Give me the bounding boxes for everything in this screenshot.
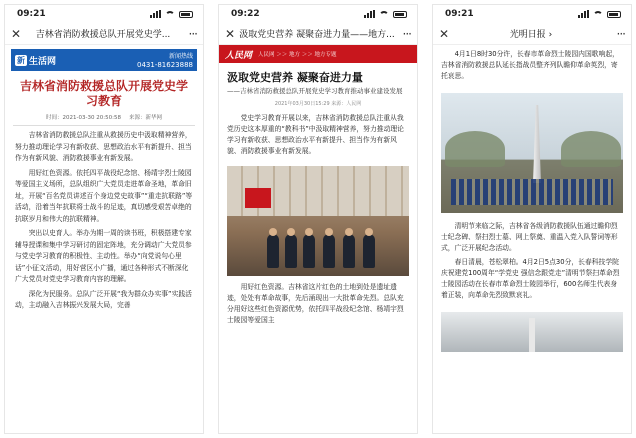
- article-title: 吉林省消防救援总队开展党史学习教育: [19, 79, 188, 108]
- battery-icon: [393, 11, 407, 18]
- close-icon[interactable]: ✕: [11, 26, 22, 41]
- article-meta: 时间：2021-03-30 20:50:58 来源：新华网: [13, 111, 195, 126]
- article-body: [433, 45, 631, 89]
- nav-bar: [219, 23, 417, 45]
- paragraph: 春日清晨，苍松翠柏。4月2日5点30分，长春科技学院庆祝建党100周年“学党史 强信念跟党走”清明节祭扫革命烈士陵园活动在长春市革命烈士陵园举行，600名师生代表身着正装，向革命先烈致默哀礼。: [441, 258, 620, 299]
- more-icon[interactable]: ···: [402, 26, 411, 41]
- status-bar: [219, 5, 417, 23]
- monument: [533, 105, 541, 183]
- close-icon[interactable]: ✕: [439, 26, 450, 41]
- wifi-icon: [165, 11, 175, 18]
- article-photo: [227, 166, 409, 276]
- paragraph: 清明节来临之际，吉林省各级消防救援队伍通过瞻仰烈士纪念碑、祭扫烈士墓、网上祭奠、重温入党入队誓词等形式，广泛开展纪念活动。: [441, 222, 618, 252]
- article-subtitle: ——吉林省消防救援总队开展党史学习教育推动事业建设发展: [227, 87, 403, 95]
- site-banner: [219, 45, 417, 63]
- more-icon[interactable]: ···: [616, 26, 625, 41]
- nav-title: 光明日报 ›: [509, 30, 553, 40]
- paragraph: 用好红色资源。吉林省这片红色的土地到处是遗址遗迹，处处有革命故事，先后涌现出一大批革命先烈。总队充分用好这些红色资源优势，依托四平战役纪念馆、杨靖宇烈士陵园等爱国主: [227, 283, 404, 324]
- article-title: 汲取党史营养 凝聚奋进力量: [227, 71, 363, 84]
- phone-screen-3: [432, 4, 632, 434]
- article-body: [5, 126, 203, 319]
- more-icon[interactable]: ···: [188, 26, 197, 41]
- paragraph: 党史学习教育开展以来，吉林省消防救援总队注重从我党历史这本厚重的“教科书”中汲取精神营养，努力推动理论学习有新收获、思想政治水平有新提升、担当作为有新风貌、消防救援事业有新发展。: [227, 114, 404, 155]
- party-flag: [245, 188, 271, 208]
- nav-title: 吉林省消防救援总队开展党史学...: [35, 30, 171, 40]
- status-time: 09:21: [17, 9, 46, 19]
- phone-screen-1: [4, 4, 204, 434]
- battery-icon: [179, 11, 193, 18]
- nav-title: 汲取党史营养 凝聚奋进力量——地方...: [239, 30, 395, 40]
- battery-icon: [607, 11, 621, 18]
- signal-icon: [578, 10, 589, 18]
- chevron-right-icon: ›: [548, 30, 553, 40]
- signal-icon: [150, 10, 161, 18]
- nav-bar: [5, 23, 203, 45]
- article-body-continued: [433, 217, 631, 308]
- paragraph: 突出以史育人。举办为期一周的读书班，积极搭建专家辅导授课和集中学习研讨的固定阵地，充分调动广大党员参与党史学习教育的积极性、主动性。举办“向党说句心里话”小征文活动，用好营区小广播，通过各种形式不断深化广大党员对党史学习教育内容的理解。: [15, 229, 192, 283]
- paragraph: 4月1日8时30分许，长春市革命烈士陵园内国歌响起，吉林省消防救援总队延长指战员整齐列队瞻仰革命英烈，寄托哀思。: [441, 50, 619, 80]
- paragraph: 深化为民服务。总队广泛开展“我为群众办实事”实践活动，主动融入吉林振兴发展大局，完善: [15, 289, 192, 309]
- wifi-icon: [593, 11, 603, 18]
- signal-icon: [364, 10, 375, 18]
- nav-bar: [433, 23, 631, 45]
- site-logo[interactable]: 人民网: [225, 50, 253, 61]
- article-body-continued: [219, 280, 417, 331]
- breadcrumb[interactable]: 人民网 ＞＞ 地方 ＞＞ 地方专题: [258, 52, 337, 58]
- status-bar: [5, 5, 203, 23]
- status-bar: [433, 5, 631, 23]
- close-icon[interactable]: ✕: [225, 26, 236, 41]
- site-banner: [11, 49, 197, 71]
- phone-screen-2: [218, 4, 418, 434]
- wifi-icon: [379, 11, 389, 18]
- hotline: 新闻热线 0431-81623888: [137, 52, 193, 69]
- paragraph: 吉林省消防救援总队注重从救援历史中汲取精神营养，努力推动理论学习有新收获、思想政治水平有新提升、担当作为有新风貌、消防救援事业有新发展。: [15, 131, 192, 162]
- article-body: [219, 111, 417, 162]
- paragraph: 用好红色资源。依托四平战役纪念馆、杨靖宇烈士陵园等爱国主义场所，总队组织广大党员走进革命圣地，革命旧址，开展“百名党员讲述百个身边党史故事”“重走抗联路”等活动，沿着当年抗联将士战斗的足迹，真切感受艰苦卓绝的抗联岁月和伟大的抗联精神。: [15, 168, 193, 223]
- article-meta: 2021年03月30日15:29 来源：人民网: [274, 101, 362, 107]
- article-photo-2: [441, 312, 623, 352]
- status-time: 09:22: [231, 9, 260, 19]
- status-time: 09:21: [445, 9, 474, 19]
- site-logo[interactable]: 新 生活网: [17, 55, 57, 67]
- article-photo: [441, 93, 623, 213]
